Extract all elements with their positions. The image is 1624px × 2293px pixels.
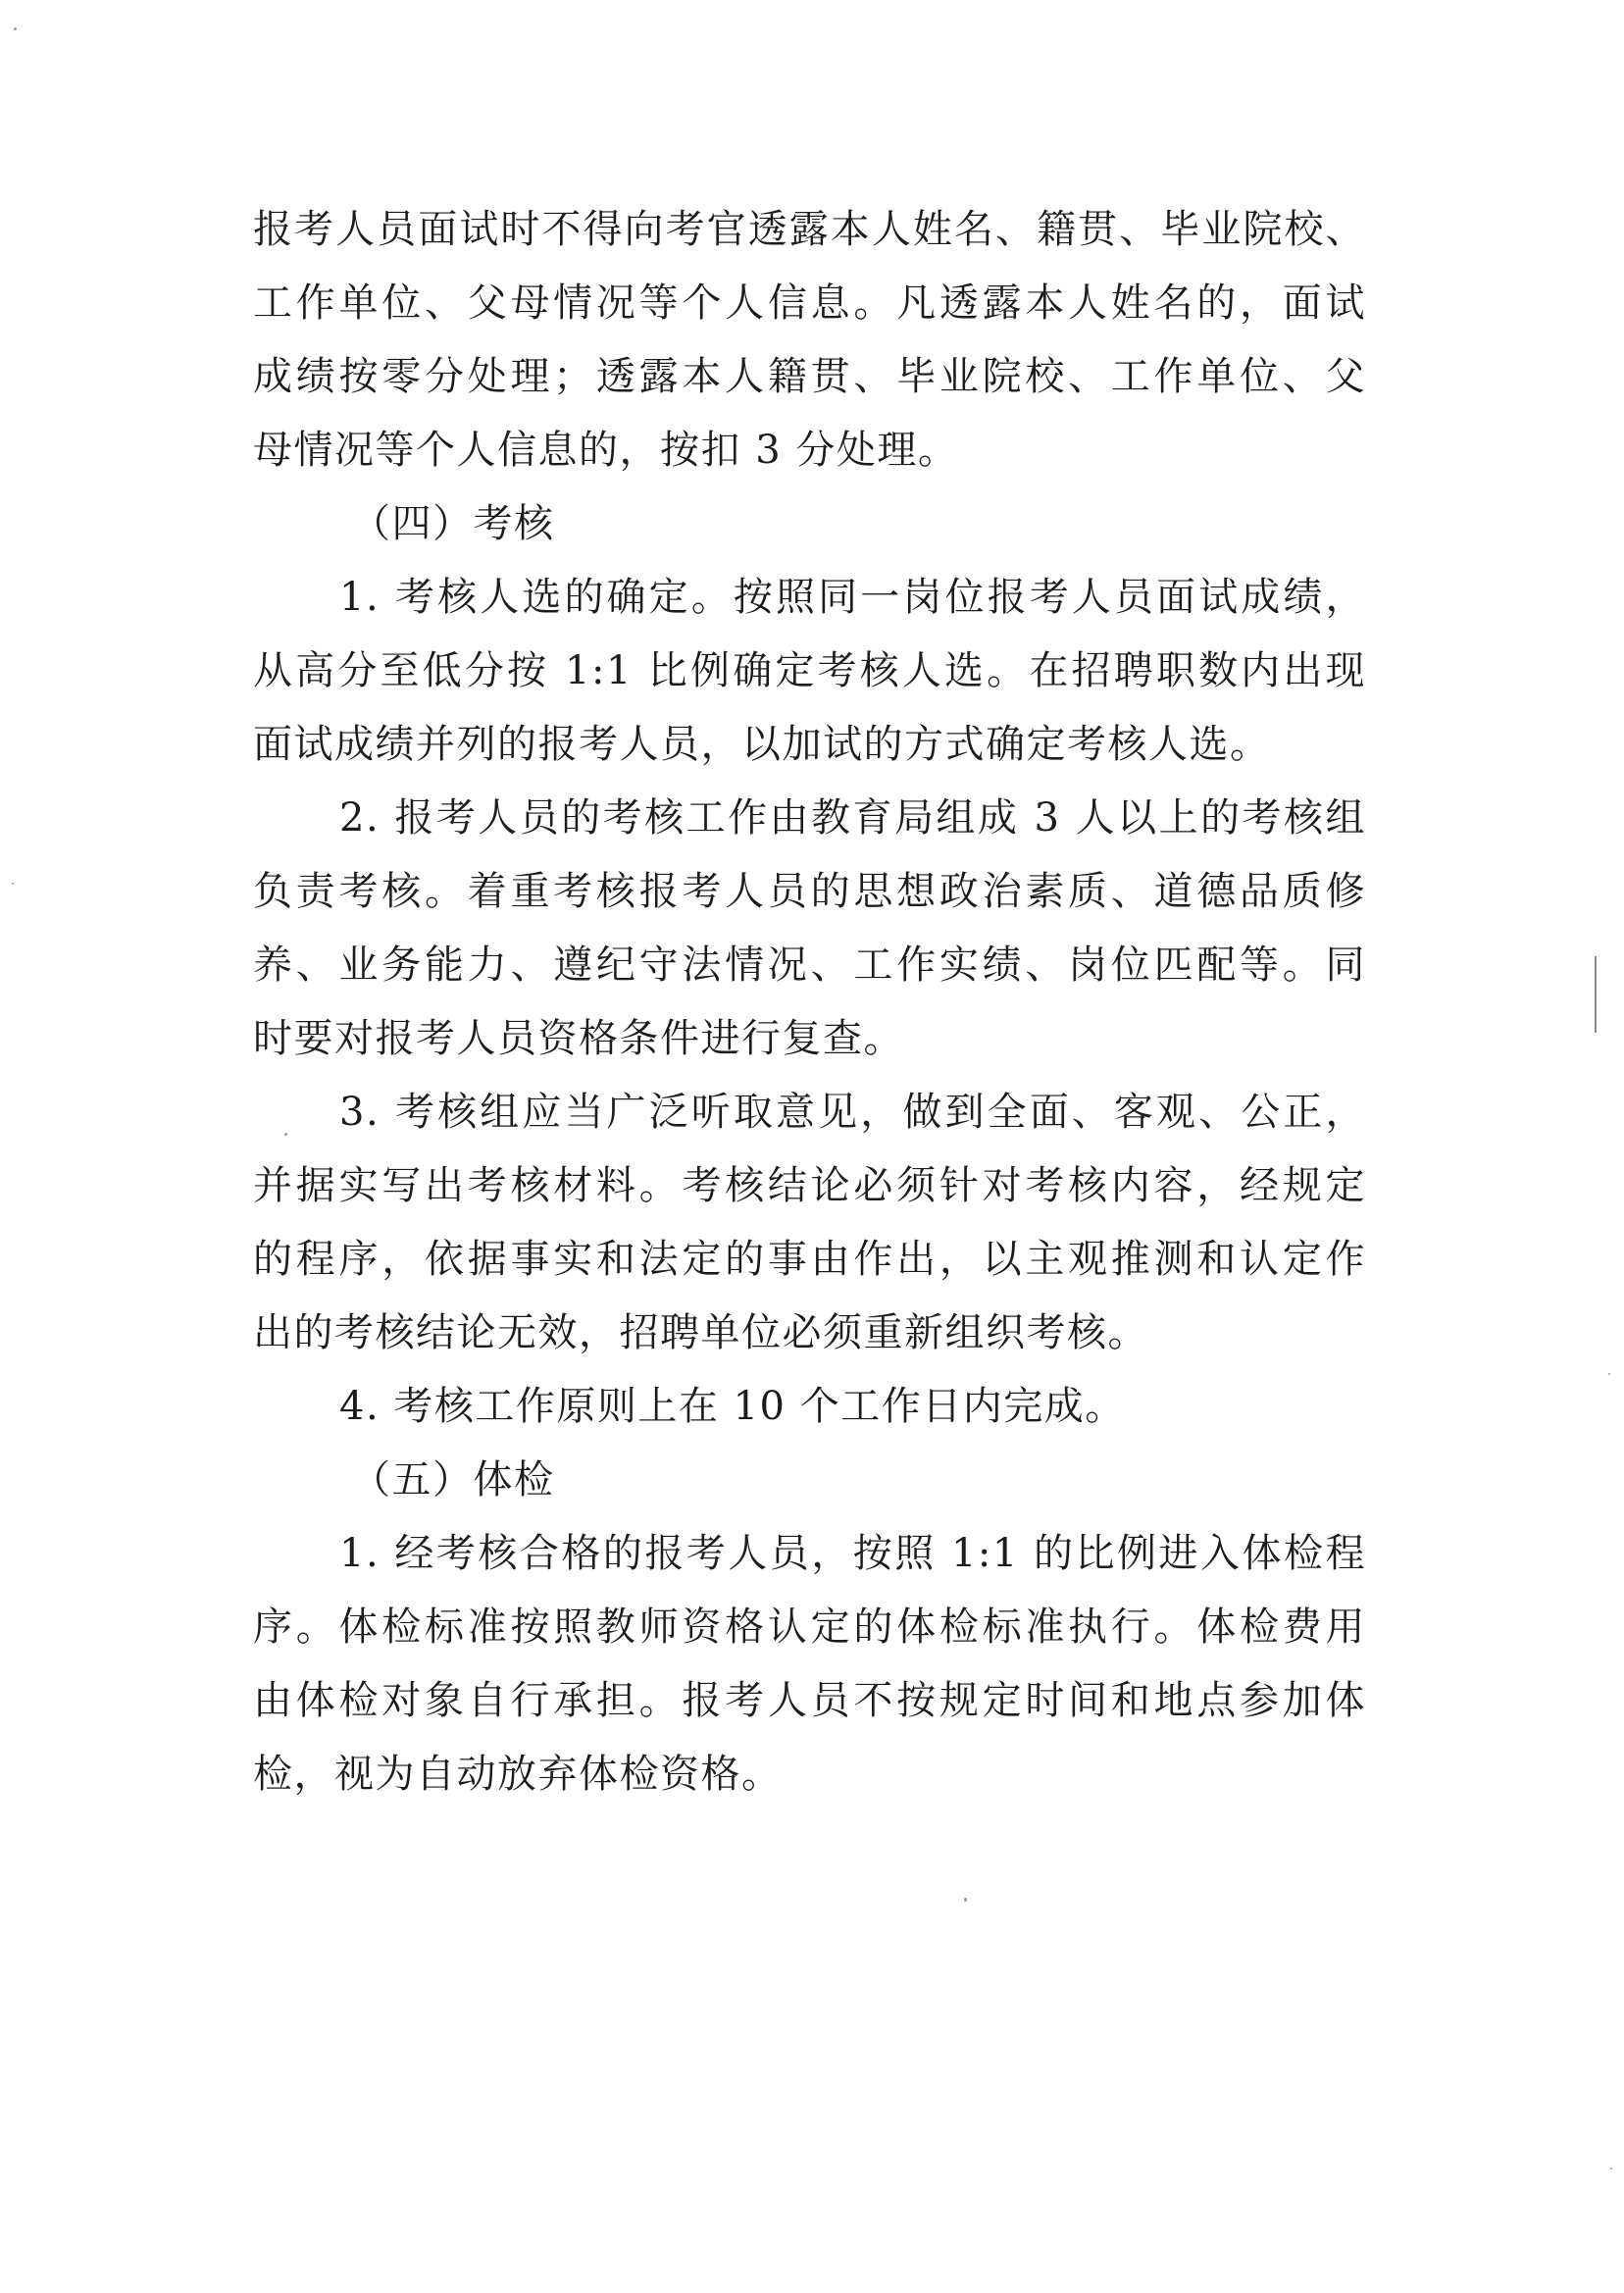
paragraph-line: 报考人员面试时不得向考官透露本人姓名、籍贯、毕业院校、 — [253, 207, 1366, 252]
paragraph-line: 检，视为自动放弃体检资格。 — [253, 1752, 783, 1797]
scan-speck — [1608, 1373, 1610, 1375]
paragraph-line: 母情况等个人信息的，按扣 3 分处理。 — [253, 428, 959, 473]
section-heading: （四）考核 — [351, 501, 555, 546]
paragraph-line: 的程序，依据事实和法定的事由作出，以主观推测和认定作 — [253, 1237, 1366, 1282]
paragraph-line: 4. 考核工作原则上在 10 个工作日内完成。 — [339, 1384, 1126, 1429]
paragraph-line: 1. 考核人选的确定。按照同一岗位报考人员面试成绩， — [339, 575, 1366, 620]
section-heading: （五）体检 — [351, 1457, 555, 1503]
paragraph-line: 从高分至低分按 1:1 比例确定考核人选。在招聘职数内出现 — [253, 648, 1366, 693]
paragraph-line: 面试成绩并列的报考人员，以加试的方式确定考核人选。 — [253, 722, 1271, 767]
paragraph-line: 3. 考核组应当广泛听取意见，做到全面、客观、公正， — [339, 1090, 1366, 1135]
paragraph-line: 由体检对象自行承担。报考人员不按规定时间和地点参加体 — [253, 1678, 1366, 1723]
paragraph-line: 时要对报考人员资格条件进行复查。 — [253, 1016, 904, 1061]
paragraph-line: 成绩按零分处理；透露本人籍贯、毕业院校、工作单位、父 — [253, 354, 1366, 399]
scan-speck — [12, 883, 14, 885]
scan-speck — [284, 1133, 287, 1136]
paragraph-line: 2. 报考人员的考核工作由教育局组成 3 人以上的考核组 — [339, 795, 1366, 841]
paragraph-line: 序。体检标准按照教师资格认定的体检标准执行。体检费用 — [253, 1605, 1366, 1650]
paragraph-line: 养、业务能力、遵纪守法情况、工作实绩、岗位匹配等。同 — [253, 943, 1366, 988]
paragraph-line: 工作单位、父母情况等个人信息。凡透露本人姓名的，面试 — [253, 280, 1366, 326]
paragraph-line: 1. 经考核合格的报考人员，按照 1:1 的比例进入体检程 — [339, 1531, 1366, 1576]
scan-speck — [14, 27, 17, 30]
scan-edge-mark — [1595, 956, 1597, 1033]
scan-speck — [964, 1898, 967, 1902]
scan-speck — [1610, 2167, 1612, 2169]
paragraph-line: 并据实写出考核材料。考核结论必须针对考核内容，经规定 — [253, 1163, 1366, 1208]
paragraph-line: 负责考核。着重考核报考人员的思想政治素质、道德品质修 — [253, 869, 1366, 914]
paragraph-line: 出的考核结论无效，招聘单位必须重新组织考核。 — [253, 1310, 1148, 1355]
